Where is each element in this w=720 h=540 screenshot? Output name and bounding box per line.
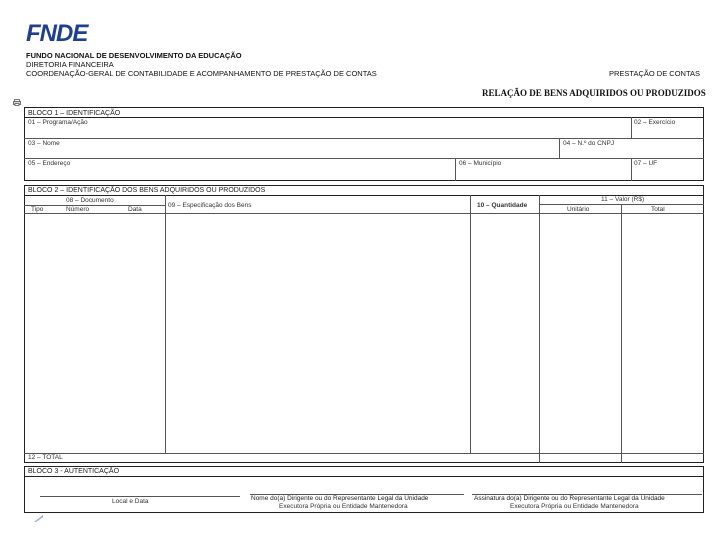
corner-marker-icon xyxy=(34,515,43,522)
field-municipio-label: 06 – Município xyxy=(459,160,502,167)
local-data-label: Local e Data xyxy=(112,498,149,505)
col-divider xyxy=(539,195,540,463)
col-documento-label: 08 – Documento xyxy=(66,197,114,204)
table-header-rule xyxy=(24,213,704,214)
field-uf-label: 07 – UF xyxy=(634,160,658,167)
signature-name-label-2: Executora Própria ou Entidade Mantenedora xyxy=(279,503,408,510)
org-name: FUNDO NACIONAL DE DESENVOLVIMENTO DA EDUCAÇÃO xyxy=(26,51,242,60)
bloco3-title-rule xyxy=(24,476,704,477)
divider xyxy=(24,138,704,139)
header-right-label: PRESTAÇÃO DE CONTAS xyxy=(609,69,700,78)
divider xyxy=(559,138,560,158)
field-programa-acao-label: 01 – Programa/Ação xyxy=(28,119,88,126)
printer-icon[interactable] xyxy=(13,99,21,106)
bloco2-frame xyxy=(24,185,704,463)
field-nome-label: 03 – Nome xyxy=(28,140,60,147)
divider xyxy=(631,117,632,138)
col-especificacao-label: 09 – Especificação dos Bens xyxy=(168,202,252,209)
bloco1-title: BLOCO 1 – IDENTIFICAÇÃO xyxy=(28,110,121,117)
col-tipo-label: Tipo xyxy=(31,206,44,213)
bloco3-title: BLOCO 3 - AUTENTICAÇÃO xyxy=(28,468,120,475)
signature-label-1: Assinatura do(a) Dirigente ou do Representante Legal da Unidade xyxy=(474,495,665,502)
col-quantidade-label: 10 – Quantidade xyxy=(477,202,528,209)
col-valor-label: 11 – Valor (R$) xyxy=(601,196,645,203)
divider xyxy=(24,205,165,206)
directorate-name: DIRETORIA FINANCEIRA xyxy=(26,60,114,69)
col-unitario-label: Unitário xyxy=(567,206,590,213)
signature-name-label-1: Nome do(a) Dirigente ou do Representante Legal da Unidade xyxy=(251,495,429,502)
col-divider xyxy=(470,195,471,453)
coordination-name: COORDENAÇÃO-GERAL DE CONTABILIDADE E ACOMPANHAMENTO DE PRESTAÇÃO DE CONTAS xyxy=(26,69,377,78)
bloco2-title: BLOCO 2 – IDENTIFICAÇÃO DOS BENS ADQUIRIDOS OU PRODUZIDOS xyxy=(28,187,266,194)
field-endereco-label: 05 – Endereço xyxy=(28,160,71,167)
fnde-logo: FNDE xyxy=(26,20,88,47)
col-total-label: Total xyxy=(651,206,665,213)
divider xyxy=(455,158,456,181)
total-label: 12 – TOTAL xyxy=(28,454,63,461)
col-data-label: Data xyxy=(128,206,142,213)
divider xyxy=(24,158,704,159)
col-divider xyxy=(165,195,166,453)
local-data-line xyxy=(40,496,240,497)
document-title: RELAÇÃO DE BENS ADQUIRIDOS OU PRODUZIDOS xyxy=(482,88,706,98)
field-exercicio-label: 02 – Exercício xyxy=(634,119,676,126)
signature-label-2: Executora Própria ou Entidade Mantenedora xyxy=(510,503,639,510)
divider xyxy=(631,158,632,181)
col-divider xyxy=(621,204,622,463)
col-numero-label: Número xyxy=(66,206,90,213)
bloco1-title-rule xyxy=(24,117,704,118)
total-row-rule xyxy=(24,453,704,454)
field-cnpj-label: 04 – N.º do CNPJ xyxy=(563,140,615,147)
